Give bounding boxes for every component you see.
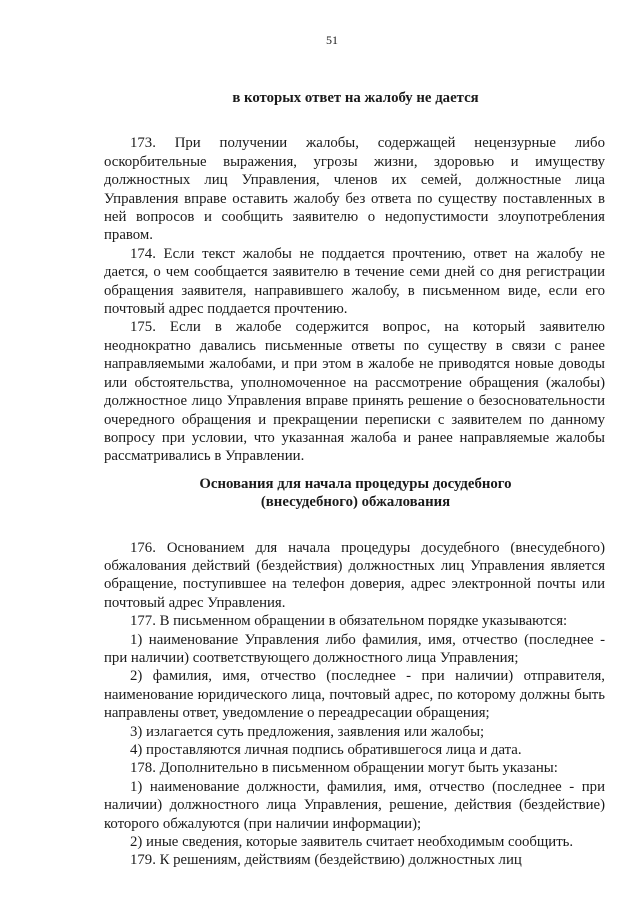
list-item-177-2: 2) фамилия, имя, отчество (последнее - при наличии) отправителя, наименование юридического лица, почтовый адрес, по которому должны быть направлены ответ, уведомление о переадресации обращения; — [104, 668, 605, 722]
list-item-177-4: 4) проставляются личная подпись обратившегося лица и дата. — [130, 742, 522, 758]
list-item-178-2: 2) иные сведения, которые заявитель считает необходимым сообщить. — [130, 834, 574, 851]
list-item-177-1: 1) наименование Управления либо фамилия, имя, отчество (последнее - при наличии) соответствующего должностного лица Управления; — [104, 631, 605, 666]
paragraph-174: 174. Если текст жалобы не поддается прочтению, ответ на жалобу не дается, о чем сообщается заявителю в течение семи дней со дня регистрации обращения заявителя, направившего жалобу, в письменном виде, если его почтовый адрес поддается прочтению. — [104, 245, 605, 318]
page-number: 51 — [326, 33, 338, 47]
section-heading-line-1: Основания для начала процедуры досудебного — [199, 475, 512, 492]
page-content — [104, 89, 605, 870]
paragraph-175: 175. Если в жалобе содержится вопрос, на который заявителю неоднократно давались письменные ответы по существу в связи с ранее направляемыми жалобами, и при этом в жалобе не приводятся новые доводы или обстоятельства, уполномоченное на рассмотрение обращения (жалобы) должностное лицо Управления вправе принять решение о безосновательности очередного обращения и прекращении переписки с заявителем по данному вопросу при условии, что указанная жалоба и ранее направляемые жалобы рассматривались в Управлении. — [104, 319, 605, 465]
paragraph-177: 177. В письменном обращении в обязательном порядке указываются: — [130, 613, 568, 630]
section-heading: в которых ответ на жалобу не дается — [232, 90, 479, 106]
list-item-178-1: 1) наименование должности, фамилия, имя, отчество (последнее - при наличии) должностного лица Управления, решение, действия (бездействие) которого обжалуются (при наличии информации); — [104, 778, 605, 832]
section-heading-appeal-grounds — [104, 475, 605, 512]
paragraph-173: 173. При получении жалобы, содержащей нецензурные либо оскорбительные выражения, угрозы жизни, здоровью и имуществу должностных лиц Управления, членов их семей, должностные лица Управления вправе оставить жалобу без ответа по существу поставленных в ней вопросов и сообщить заявителю о недопустимости злоупотребления правом. — [104, 135, 605, 244]
list-item-177-3: 3) излагается суть предложения, заявления или жалобы; — [130, 723, 485, 740]
paragraph-179: 179. К решениям, действиям (бездействию) должностных лиц — [130, 852, 522, 869]
paragraph-178: 178. Дополнительно в письменном обращении могут быть указаны: — [130, 760, 558, 777]
section-heading-line-2: (внесудебного) обжалования — [260, 494, 451, 511]
paragraph-176: 176. Основанием для начала процедуры досудебного (внесудебного) обжалования действий (бездействия) должностных лиц Управления является обращение, поступившее на телефон доверия, адрес электронной почты или почтовый адрес Управления. — [104, 539, 605, 611]
